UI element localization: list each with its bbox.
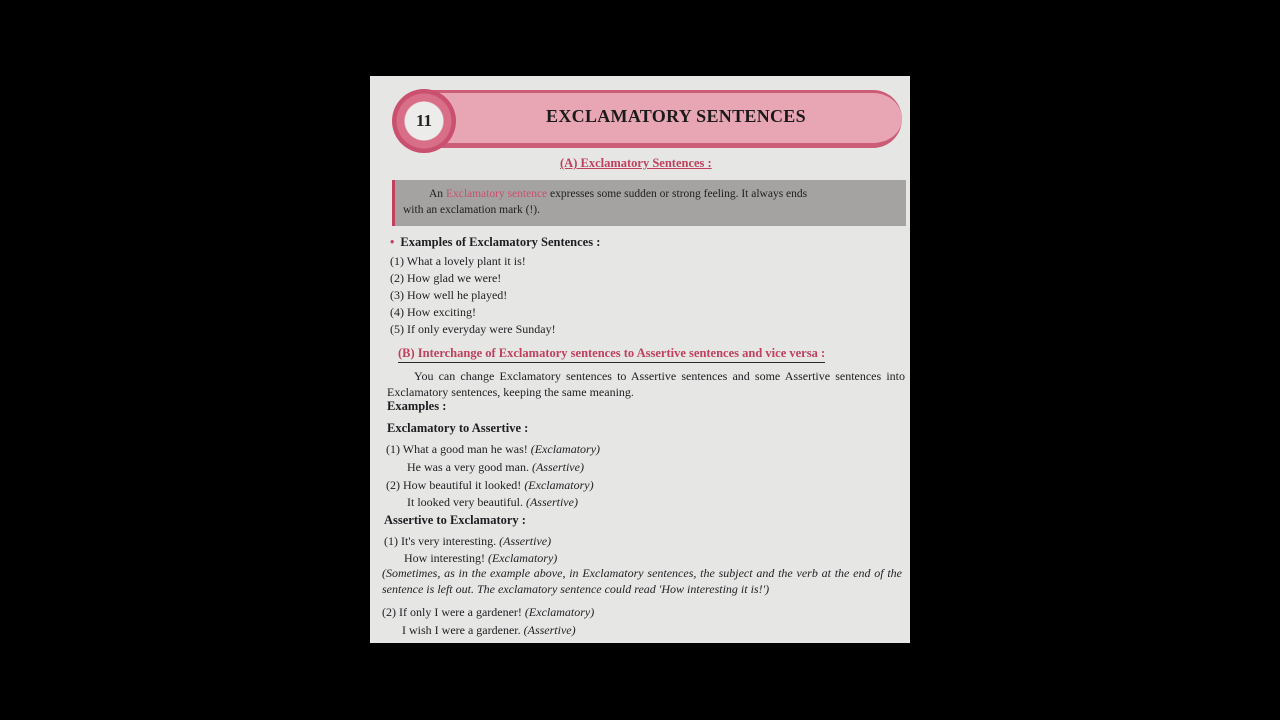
textbook-page (370, 76, 910, 643)
list-item: (2) How glad we were! (390, 271, 502, 285)
definition-prefix: An (429, 188, 444, 200)
example-line: (2) How beautiful it looked! (Exclamatory) (386, 478, 594, 492)
definition-rest: expresses some sudden or strong feeling. It always ends (550, 188, 808, 200)
note-paragraph: (Sometimes, as in the example above, in Exclamatory sentences, the subject and the verb at the end of the sentence is left out. The exclamatory sentence could read 'How interesting it is!') (382, 566, 902, 596)
list-item: (5) If only everyday were Sunday! (390, 322, 556, 336)
list-item: (3) How well he played! (390, 288, 508, 302)
chapter-number: 11 (415, 111, 433, 130)
example-line: (2) If only I were a gardener! (Exclamatory) (382, 605, 595, 619)
assertive-to-exclamatory-label: Assertive to Exclamatory : (384, 513, 526, 527)
list-item: (4) How exciting! (390, 305, 476, 319)
section-b-paragraph: You can change Exclamatory sentences to Assertive sentences and some Assertive sentences into Exclamatory sentences, keeping the same meaning. (387, 369, 905, 399)
example-line: He was a very good man. (Assertive) (407, 460, 584, 474)
examples-label: Examples : (387, 399, 447, 413)
examples-list (390, 253, 556, 338)
examples-heading: • Examples of Exclamatory Sentences : (390, 235, 601, 249)
example-line: (1) What a good man he was! (Exclamatory) (386, 442, 601, 456)
definition-line2: with an exclamation mark (!). (403, 204, 540, 216)
section-b-heading: (B) Interchange of Exclamatory sentences to Assertive sentences and vice versa : (398, 346, 825, 363)
list-item: (1) What a lovely plant it is! (390, 254, 526, 268)
section-a-heading: (A) Exclamatory Sentences : (560, 156, 712, 170)
example-line: (1) It's very interesting. (Assertive) (384, 534, 552, 548)
chapter-banner (394, 90, 902, 148)
exclamatory-to-assertive-label: Exclamatory to Assertive : (387, 421, 529, 435)
example-line: I wish I were a gardener. (Assertive) (402, 623, 576, 637)
definition-highlight: Exclamatory sentence (445, 188, 548, 200)
example-line: It looked very beautiful. (Assertive) (407, 495, 578, 509)
example-line: How interesting! (Exclamatory) (404, 551, 558, 565)
definition-box (392, 180, 906, 226)
chapter-title: EXCLAMATORY SENTENCES (546, 106, 806, 126)
bullet-icon: • (390, 235, 395, 249)
